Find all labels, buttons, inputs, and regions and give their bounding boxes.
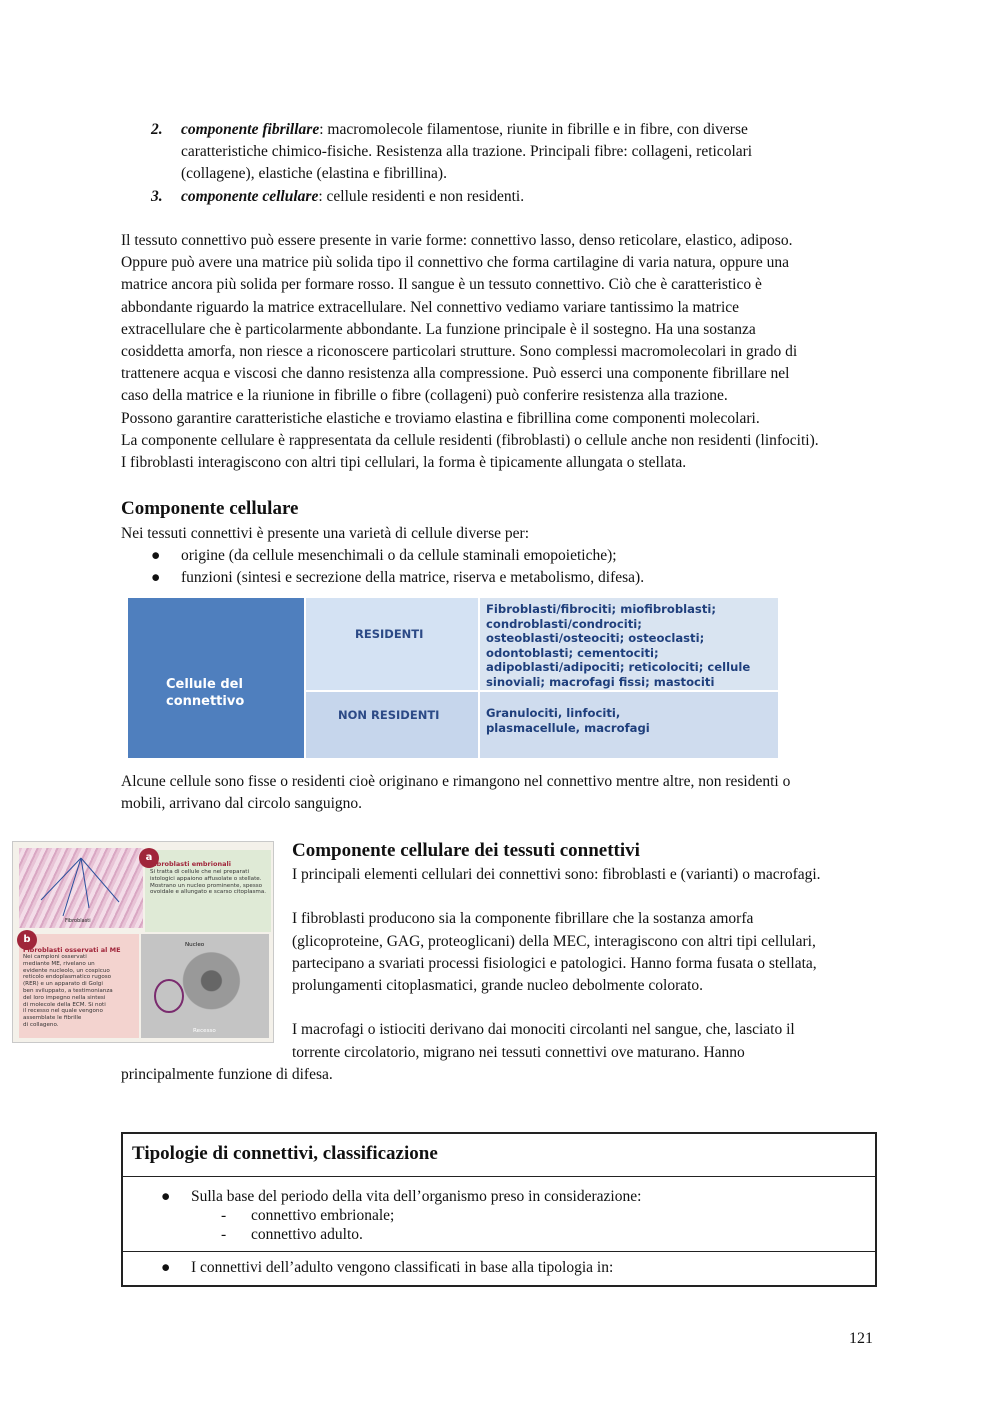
text-line: prolungamenti citoplasmatici, grande nucleo debolmente colorato. [292,977,704,994]
text-line: Alcune cellule sono fisse o residenti cioè originano e rimangono nel connettivo mentre altre, non residenti o [121,773,791,790]
cell-types-table [128,598,778,758]
non-residenti-values: Granulociti, linfociti, plasmacellule, macrofagi [486,706,650,735]
text-line: partecipano a svariati processi fisiologici e patologici. Hanno forma fusata o stellata, [292,954,817,972]
section2-body [292,864,882,1064]
table-left-cell [128,598,304,758]
text-line: trattenere acqua e viscosi che danno resistenza alla compressione. Può esserci una componente fibrillare nel [121,365,790,383]
table-value-cell [480,692,778,758]
dash-marker: - [221,1207,227,1224]
text-line: Possono garantire caratteristiche elastiche e troviamo elastina e fibrillina come componenti molecolari. [121,409,760,427]
table-row-label-cell [306,692,478,758]
residenti-values: Fibroblasti/fibrociti; miofibroblasti; condroblasti/condrociti; osteoblasti/osteociti; osteoclasti; odontoblasti; cementociti; adipoblasti/adipociti; reticolociti; cellule sinoviali; macrofagi fissi; mastociti [486,602,751,689]
row-text: I connettivi dell’adulto vengono classificati in base alla tipologia in: [191,1259,614,1276]
page-number: 121 [849,1330,873,1347]
text-line: La componente cellulare è rappresentata da cellule residenti (fibroblasti) o cellule anche non residenti (linfociti). [121,431,819,449]
sub-item: connettivo adulto. [251,1226,363,1243]
text-line: (glicoproteine, GAG, proteoglicani) della MEC, interagiscono con altri tipi cellulari, [292,932,816,950]
image-label: Fibroblasti [65,918,91,924]
text-line: I fibroblasti interagiscono con altri tipi cellulari, la forma è tipicamente allungata o stellata. [121,454,687,472]
section-intro [121,523,881,590]
table-row [123,1252,875,1287]
text-line: Il tessuto connettivo può essere presente in varie forme: connettivo lasso, denso reticolare, elastico, adiposo. [121,232,793,249]
dash-marker: - [221,1226,227,1243]
text-line: extracellulare che è particolarmente abbondante. La funzione principale è il sostegno. Ha una sostanza [121,320,756,338]
fibroblast-figure [12,841,274,1043]
list-item [121,119,881,186]
text-line: I macrofagi o istiociti derivano dai monociti circolanti nel sangue, che, lasciato il [292,1021,795,1039]
bullet-dot: ● [151,547,161,565]
text-line: torrente circolatorio, migrano nei tessuti connettivi ove maturano. Hanno [292,1043,745,1061]
text-line: I fibroblasti producono sia la componente fibrillare che la sostanza amorfa [292,910,754,928]
section-heading: Componente cellulare [121,498,299,519]
caption-title-b: Fibroblasti osservati al ME [23,946,121,954]
table-left-label: Cellule del connettivo [166,677,245,709]
residenti-label: RESIDENTI [355,627,424,641]
list-item [121,186,881,208]
list-term: componente cellulare [181,187,319,205]
table-value-cell [480,598,778,690]
text-line: I principali elementi cellulari dei connettivi sono: fibroblasti e (varianti) o macrofagi. [292,866,821,883]
bullet-text: origine (da cellule mesenchimali o da cellule staminali emopoietiche); [181,547,617,565]
bullet-dot: ● [161,1188,171,1205]
electron-micrograph-image [141,934,269,1038]
text-line: Nei tessuti connettivi è presente una varietà di cellule diverse per: [121,525,530,542]
row-text: Sulla base del periodo della vita dell’organismo preso in considerazione: [191,1188,642,1205]
intro-paragraph [121,230,881,474]
bullet-item [121,545,881,567]
classification-table [121,1132,877,1287]
badge-b: b [17,930,37,950]
bullet-dot: ● [151,569,161,587]
non-residenti-label: NON RESIDENTI [338,708,440,722]
circle-marker [141,934,269,1038]
bullet-item [121,567,881,589]
text-line: matrice ancora più solida per formare rosso. Il sangue è un tessuto connettivo. Ciò che è caratteristico è [121,276,762,294]
numbered-list [121,119,881,208]
badge-a: a [139,848,159,868]
list-text: (collagene), elastiche (elastina e fibrillina). [181,165,447,183]
micrograph-image [19,848,143,928]
text-line: caso della matrice e la riunione in fibrille o fibre (collageni) può conferire resistenza alla trazione. [121,387,728,405]
table-row [123,1176,875,1252]
list-text: : macromolecole filamentose, riunite in fibrille e in fibre, con diverse [319,121,748,138]
sub-item: connettivo embrionale; [251,1207,395,1224]
table-title: Tipologie di connettivi, classificazione [132,1143,438,1164]
image-label: Nucleo [185,942,205,948]
table-row-label-cell [306,598,478,690]
text-line: abbondante riguardo la matrice extracellulare. Nel connettivo vediamo variare tantissimo la matrice [121,298,740,316]
list-number: 2. [151,121,163,138]
section2-last-line: principalmente funzione di difesa. [121,1066,333,1083]
bullet-dot: ● [161,1259,171,1276]
text-line: cosiddetta amorfa, non riesce a riconoscere particolari strutture. Sono complessi macromolecolari in grado di [121,343,798,361]
list-term: componente fibrillare [181,121,320,138]
after-table-paragraph [121,771,881,815]
bullet-text: funzioni (sintesi e secrezione della matrice, riserva e metabolismo, difesa). [181,569,645,587]
section-heading: Componente cellulare dei tessuti connettivi [292,840,640,861]
text-line: Oppure può avere una matrice più solida tipo il connettivo che forma cartilagine di varia natura, oppure una [121,254,789,272]
caption-text-a: Si tratta di cellule che nei preparati istologici appaiono affusolate o stellate. Mostrano un nucleo prominente, spesso ovoidale e allungato e scarso citoplasma. [150,869,267,896]
image-label: Recesso [193,1028,216,1034]
text-line: mobili, arrivano dal circolo sanguigno. [121,795,363,813]
annotation-lines [19,848,143,928]
caption-text-b: Nei campioni osservati mediante ME, rivelano un evidente nucleolo, un cospicuo reticolo endoplasmatico rugoso (RER) e un apparato di Golgi ben sviluppato, a testimonianza del loro impegno nella sintesi di molecole della ECM. Si noti il recesso nel quale vengono assemblate le fibrille di collageno. [23,954,113,1028]
caption-title-a: Fibroblasti embrionali [150,860,231,868]
list-number: 3. [151,187,163,205]
list-text: caratteristiche chimico-fisiche. Resistenza alla trazione. Principali fibre: collageni, reticolari [181,143,753,161]
table-header-row [123,1134,875,1177]
list-text: : cellule residenti e non residenti. [318,187,525,205]
